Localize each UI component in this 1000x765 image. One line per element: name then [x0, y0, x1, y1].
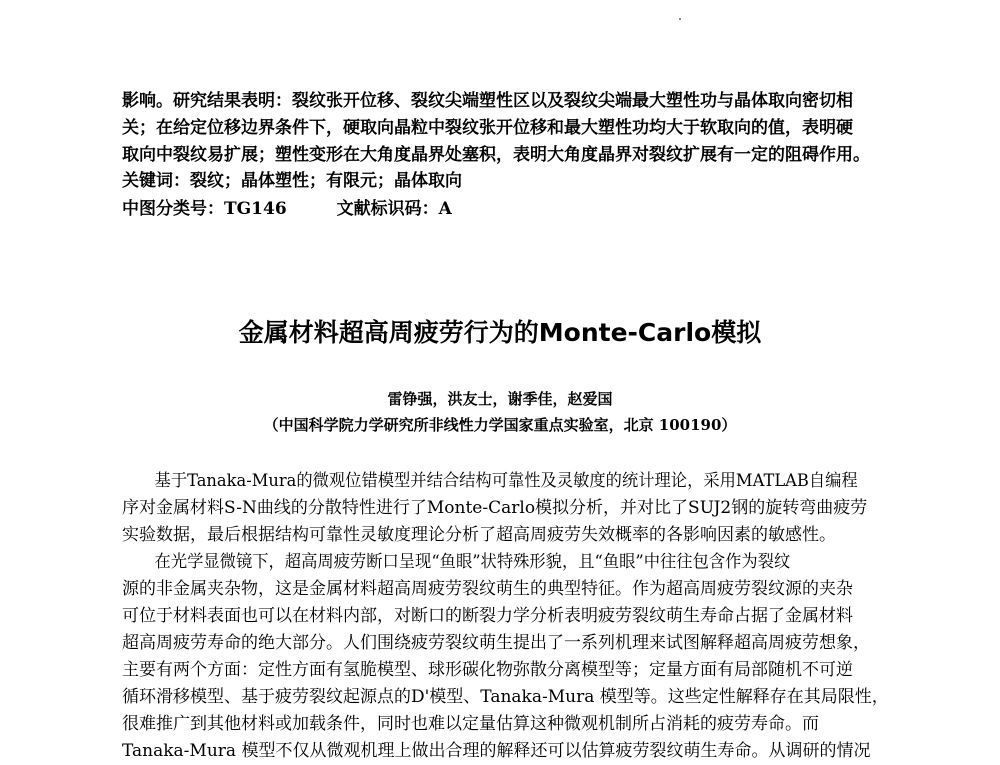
- abstract-line: 影响。研究结果表明：裂纹张开位移、裂纹尖端塑性区以及裂纹尖端最大塑性功与晶体取向密切相: [122, 91, 853, 111]
- article-title: 金属材料超高周疲劳行为的Monte-Carlo模拟: [238, 318, 762, 347]
- keywords: 关键词：裂纹；晶体塑性；有限元；晶体取向: [122, 171, 462, 191]
- abstract-line: 关；在给定位移边界条件下，硬取向晶粒中裂纹张开位移和最大塑性功均大于软取向的值，表明硬: [122, 118, 853, 138]
- body-line: 实验数据，最后根据结构可靠性灵敏度理论分析了超高周疲劳失效概率的各影响因素的敏感性。: [122, 525, 836, 545]
- body-line: Tanaka-Mura 模型不仅从微观机理上做出合理的解释还可以估算疲劳裂纹萌生寿命。从调研的情况: [122, 741, 871, 761]
- scan-mark: [679, 18, 681, 20]
- body-line: 序对金属材料S-N曲线的分散特性进行了Monte-Carlo模拟分析，并对比了SUJ2钢的旋转弯曲疲劳: [122, 498, 868, 518]
- body-line: 可位于材料表面也可以在材料内部，对断口的断裂力学分析表明疲劳裂纹萌生寿命占据了金属材料: [122, 606, 853, 626]
- body-line: 主要有两个方面：定性方面有氢脆模型、球形碳化物弥散分离模型等；定量方面有局部随机不可逆: [122, 660, 853, 680]
- body-line: 超高周疲劳寿命的绝大部分。人们围绕疲劳裂纹萌生提出了一系列机理来试图解释超高周疲劳想象，: [122, 633, 870, 653]
- body-line: 基于Tanaka-Mura的微观位错模型并结合结构可靠性及灵敏度的统计理论，采用MATLAB自编程: [154, 471, 858, 491]
- clc-number: 中图分类号：TG146: [122, 199, 287, 219]
- body-line: 源的非金属夹杂物，这是金属材料超高周疲劳裂纹萌生的典型特征。作为超高周疲劳裂纹源的夹杂: [122, 579, 853, 599]
- document-code: 文献标识码：A: [336, 199, 452, 219]
- abstract-line: 取向中裂纹易扩展；塑性变形在大角度晶界处塞积，表明大角度晶界对裂纹扩展有一定的阻碍作用。: [122, 145, 870, 165]
- author-list: 雷铮强，洪友士，谢季佳，赵爱国: [387, 390, 613, 408]
- body-line: 循环滑移模型、基于疲劳裂纹起源点的D'模型、Tanaka-Mura 模型等。这些定性解释存在其局限性，: [122, 687, 889, 707]
- body-line: 在光学显微镜下，超高周疲劳断口呈现“鱼眼”状特殊形貌，且“鱼眼”中往往包含作为裂纹: [154, 552, 791, 572]
- classification-row: [122, 196, 892, 222]
- affiliation: （中国科学院力学研究所非线性力学国家重点实验室，北京 100190）: [263, 416, 737, 434]
- body-line: 很难推广到其他材料或加载条件，同时也难以定量估算这种微观机制所占消耗的疲劳寿命。而: [122, 714, 819, 734]
